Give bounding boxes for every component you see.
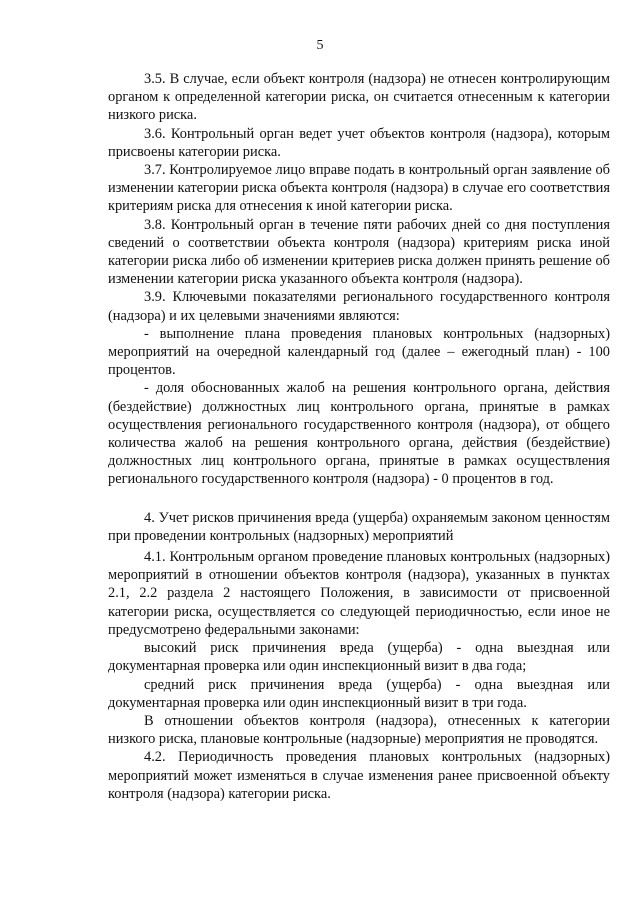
paragraph-4-2: 4.2. Периодичность проведения плановых контрольных (надзорных) мероприятий может изменяться в случае изменения ранее присвоенной объекту контроля (надзора) категории риска. (108, 749, 610, 802)
paragraph-3-7: 3.7. Контролируемое лицо вправе подать в контрольный орган заявление об изменении категории риска объекта контроля (надзора) в случае его соответствия критериям риска для отнесения к иной категории риска. (108, 162, 610, 215)
section-4-heading: 4. Учет рисков причинения вреда (ущерба) охраняемым законом ценностям при проведении контрольных (надзорных) мероприятий (108, 509, 610, 544)
paragraph-3-8: 3.8. Контрольный орган в течение пяти рабочих дней со дня поступления сведений о соответствии объекта контроля (надзора) критериям риска иной категории риска либо об изменении критериев риска должен принять решение об изменении категории риска указанного объекта контроля (надзора). (108, 216, 610, 288)
paragraph-4-1: 4.1. Контрольным органом проведение плановых контрольных (надзорных) мероприятий в отношении объектов контроля (надзора), указанных в пунктах 2.1, 2.2 раздела 2 настоящего Положения, в зависимости от присвоенной категории риска, осуществляется со следующей периодичностью, если иное не предусмотрено федеральными законами: (108, 549, 610, 638)
page-number: 5 (316, 38, 324, 53)
document-body (108, 70, 610, 803)
indicator-complaints-share: - доля обоснованных жалоб на решения контрольного органа, действия (бездействие) должностных лиц контрольного органа, принятые в рамках осуществления регионального государственного контроля (надзора), от общего количества жалоб на решения контрольного органа, действия (бездействие) должностных лиц контрольного органа, принятые в рамках осуществления регионального государственного контроля (надзора) - 0 процентов в год. (108, 380, 610, 488)
paragraph-3-9: 3.9. Ключевыми показателями регионального государственного контроля (надзора) и их целевыми значениями являются: (108, 289, 610, 324)
high-risk-item: высокий риск причинения вреда (ущерба) - одна выездная или документарная проверка или один инспекционный визит в два года; (108, 640, 610, 675)
indicator-plan-execution: - выполнение плана проведения плановых контрольных (надзорных) мероприятий на очередной календарный год (далее – ежегодный план) - 100 процентов. (108, 325, 610, 379)
low-risk-item: В отношении объектов контроля (надзора), отнесенных к категории низкого риска, плановые контрольные (надзорные) мероприятия не проводятся. (108, 712, 610, 748)
paragraph-3-5: 3.5. В случае, если объект контроля (надзора) не отнесен контролирующим органом к определенной категории риска, он считается отнесенным к категории низкого риска. (108, 71, 610, 124)
medium-risk-item: средний риск причинения вреда (ущерба) - одна выездная или документарная проверка или один инспекционный визит в три года. (108, 676, 610, 711)
paragraph-3-6: 3.6. Контрольный орган ведет учет объектов контроля (надзора), которым присвоены категории риска. (108, 125, 610, 160)
